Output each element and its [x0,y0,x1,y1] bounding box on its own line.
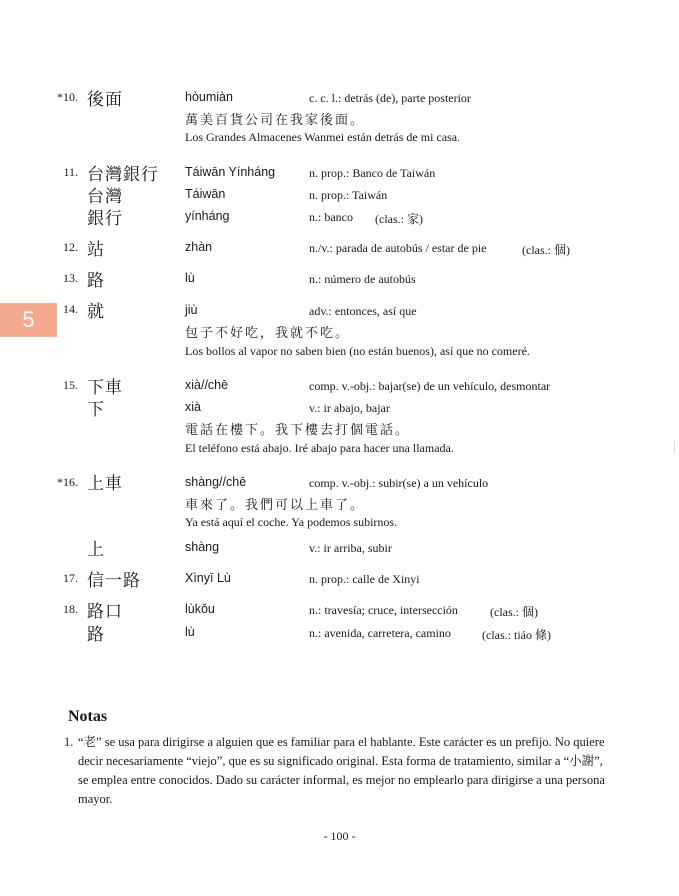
entry-definition: n./v.: parada de autobús / estar de pie [309,241,487,255]
entry-number: *10. [57,90,78,104]
entry-characters: 信一路 [87,571,141,591]
entry-pinyin: shàng//chē [185,475,247,489]
entry-characters: 後面 [87,90,123,110]
entry-number: 12. [63,240,78,254]
entry-number: 17. [63,571,78,585]
entry-number: 13. [63,271,78,285]
example-chinese: 萬美百貨公司在我家後面。 [185,113,366,128]
entry-characters: 站 [87,240,105,260]
example-spanish: El teléfono está abajo. Iré abajo para hacer una llamada. [185,441,454,455]
entry-pinyin: lù [185,271,195,285]
entry-definition: c. c. l.: detrás (de), parte posterior [309,91,471,105]
entry-characters: 路 [87,625,105,645]
example-spanish: Ya está aquí el coche. Ya podemos subirnos. [185,515,398,529]
entry-characters: 台灣銀行 [87,165,159,185]
chapter-tab-label: 5 [22,307,35,332]
note-text: “老” se usa para dirigirse a alguien que es familiar para el hablante. Este carácter es un prefijo. No quiere decir necesariamente “viejo”, que es su significado original. Esta forma de tratamiento, similar a “小謝”, se emplea entre conocidos. Dado su carácter informal, es mejor no emplearlo para dirigirse a una persona mayor. [78,735,605,806]
entry-number: 14. [63,302,78,316]
entry-definition: n. prop.: Banco de Taiwán [309,166,436,180]
note-item [64,733,614,809]
entry-characters: 路 [87,271,105,291]
entry-pinyin: Xìnyī Lù [185,571,231,585]
entry-characters: 下 [87,400,105,420]
entry-pinyin: jiù [185,303,198,317]
entry-pinyin: Táiwān Yínháng [185,165,276,179]
entry-definition: n. prop.: calle de Xinyi [309,572,420,586]
entry-pinyin: Táiwān [185,187,226,201]
page-number: - 100 - [323,829,356,843]
entry-characters: 上 [87,540,105,560]
entry-characters: 銀行 [87,209,123,229]
note-number: 1. [64,735,74,749]
entry-pinyin: lùkǒu [185,602,215,616]
entry-number: 11. [63,165,78,179]
entry-definition: comp. v.-obj.: bajar(se) de un vehículo, desmontar [309,379,551,393]
entry-pinyin: xià//chē [185,378,229,392]
entry-definition: n.: travesía; cruce, intersección [309,603,458,617]
entry-pinyin: zhàn [185,240,213,254]
classifier: (clas.: 家) [375,212,423,226]
example-spanish: Los bollos al vapor no saben bien (no están buenos), así que no comeré. [185,344,530,358]
entry-definition: n.: banco [309,210,353,224]
entry-pinyin: shàng [185,540,220,554]
entry-characters: 就 [87,302,105,322]
notes-heading: Notas [68,708,108,725]
edge-mark [674,440,675,454]
example-spanish: Los Grandes Almacenes Wanmei están detrás de mi casa. [185,130,461,144]
entry-definition: adv.: entonces, así que [309,304,417,318]
entry-characters: 台灣 [87,187,123,207]
entry-definition: n.: número de autobús [309,272,416,286]
entry-number: 15. [63,378,78,392]
entry-definition: n.: avenida, carretera, camino [309,626,451,640]
entry-pinyin: lù [185,625,195,639]
entry-definition: comp. v.-obj.: subir(se) a un vehículo [309,476,489,490]
entry-pinyin: hòumiàn [185,90,233,104]
entry-definition: v.: ir abajo, bajar [309,401,390,415]
entry-pinyin: xià [185,400,201,414]
entry-definition: n. prop.: Taiwán [309,188,388,202]
classifier: (clas.: tiáo 條) [482,628,551,642]
entry-number: 18. [63,602,78,616]
entry-characters: 下車 [87,378,123,398]
classifier: (clas.: 個) [490,605,538,619]
entry-pinyin: yínháng [185,209,230,223]
entry-number: *16. [57,475,78,489]
example-chinese: 電話在樓下。我下樓去打個電話。 [185,423,411,438]
classifier: (clas.: 個) [522,243,570,257]
entry-characters: 路口 [87,602,123,622]
example-chinese: 包子不好吃，我就不吃。 [185,326,351,341]
entry-characters: 上車 [87,474,123,494]
example-chinese: 車來了。我們可以上車了。 [185,498,366,513]
entry-definition: v.: ir arriba, subir [309,541,392,555]
